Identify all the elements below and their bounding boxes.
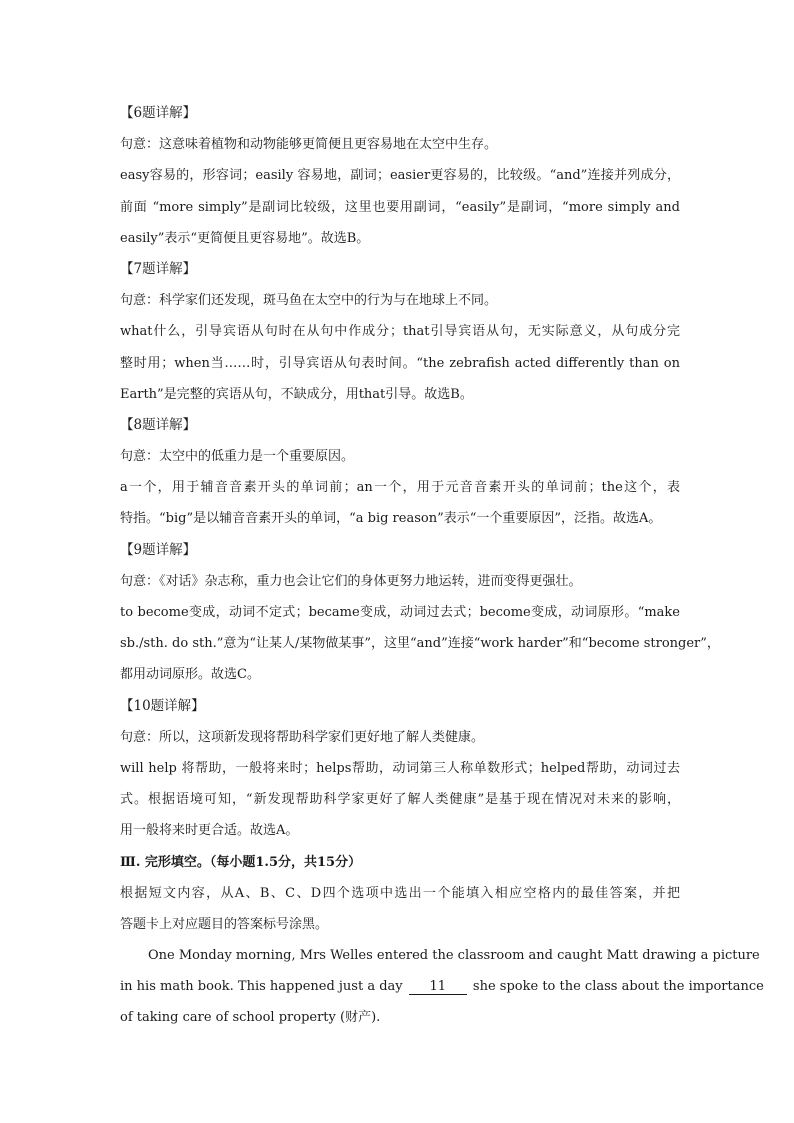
passage-text: in his math book. This happened just a day	[120, 979, 403, 995]
q7-explain-line: Earth”是完整的宾语从句，不缺成分，用that引导。故选B。	[120, 386, 473, 402]
q9-explain-line: to become变成，动词不定式；became变成，动词过去式；become变成，动词原形。“make	[120, 605, 680, 620]
q10-explain-line: will help 将帮助，一般将来时；helps帮助，动词第三人称单数形式；helped帮助，动词过去	[120, 760, 680, 776]
q10-explain-line: 式。根据语境可知，“新发现帮助科学家更好了解人类健康”是基于现在情况对未来的影响，	[120, 792, 680, 808]
q6-explain-line: easily”表示“更简便且更容易地”。故选B。	[120, 230, 370, 246]
q6-meaning: 句意：这意味着植物和动物能够更简便且更容易地在太空中生存。	[120, 137, 498, 153]
section-instruction: 根据短文内容，从A、B、C、D四个选项中选出一个能填入相应空格内的最佳答案，并把	[120, 885, 680, 901]
q9-heading: 【9题详解】	[120, 541, 197, 558]
q7-meaning: 句意：科学家们还发现，斑马鱼在太空中的行为与在地球上不同。	[120, 293, 498, 309]
q8-explain-line: 特指。“big”是以辅音音素开头的单词，“a big reason”表示“一个重要原因”，泛指。故选A。	[120, 511, 662, 527]
q6-heading: 【6题详解】	[120, 105, 197, 121]
q6-explain-line: 前面 “more simply”是副词比较级，这里也要用副词，“easily”是副词，“more simply and	[120, 199, 680, 215]
q7-heading: 【7题详解】	[120, 260, 197, 277]
q9-explain-line: sb./sth. do sth.”意为“让某人/某物做某事”，这里“and”连接“work harder”和“become stronger”，	[120, 636, 720, 652]
q10-explain-line: 用一般将来时更合适。故选A。	[120, 823, 299, 839]
q9-meaning: 句意：《对话》杂志称，重力也会让它们的身体更努力地运转，进而变得更强壮。	[120, 573, 582, 589]
q10-meaning: 句意：所以，这项新发现将帮助科学家们更好地了解人类健康。	[120, 729, 485, 745]
passage-line-with-blank	[120, 971, 764, 1002]
passage-text: she spoke to the class about the importance	[472, 979, 764, 995]
section-instruction: 答题卡上对应题目的答案标号涂黑。	[120, 916, 329, 932]
section-title: Ⅲ. 完形填空。（每小题1.5分，共15分）	[120, 854, 362, 870]
passage-line: One Monday morning, Mrs Welles entered the classroom and caught Matt drawing a picture	[148, 948, 760, 964]
q10-heading: 【10题详解】	[120, 697, 205, 714]
q9-explain-line: 都用动词原形。故选C。	[120, 667, 260, 683]
q8-meaning: 句意：太空中的低重力是一个重要原因。	[120, 449, 355, 465]
q7-explain-line: 整时用；when当……时，引导宾语从句表时间。“the zebrafish acted differently than on	[120, 355, 680, 371]
q7-explain-line: what什么，引导宾语从句时在从句中作成分；that引导宾语从句，无实际意义，从句成分完	[120, 324, 680, 340]
answer-blank: 11	[409, 980, 467, 995]
q8-explain-line: a一个，用于辅音音素开头的单词前；an一个，用于元音音素开头的单词前；the这个，表	[120, 480, 680, 496]
q6-explain-line: easy容易的，形容词；easily 容易地，副词；easier更容易的，比较级。“and”连接并列成分，	[120, 168, 680, 184]
q8-heading: 【8题详解】	[120, 416, 197, 433]
document-page	[120, 98, 764, 1034]
passage-line: of taking care of school property (财产).	[120, 1010, 381, 1026]
